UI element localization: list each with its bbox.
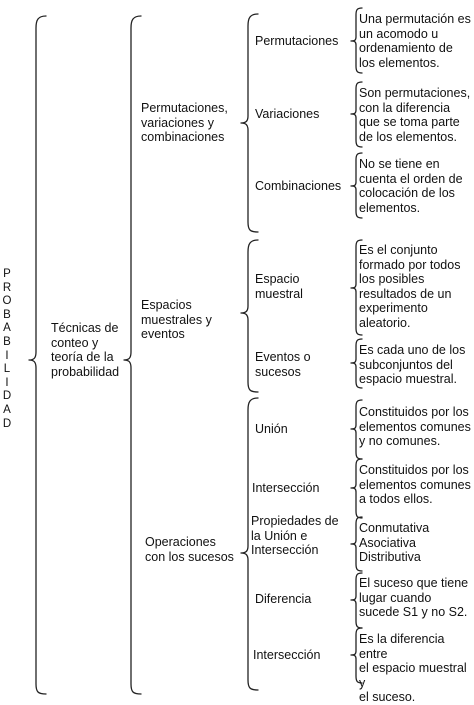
- item-label-propiedades: Propiedades de la Unión e Intersección: [251, 514, 339, 558]
- diagram-title: P R O B A B I L I D A D: [2, 268, 12, 430]
- item-label-variaciones: Variaciones: [255, 107, 320, 121]
- desc-espacio-muestral: Es el conjunto formado por todos los posibles resultados de un experimento aleatorio.: [359, 243, 461, 330]
- group-label-permutaciones: Permutaciones, variaciones y combinaciones: [141, 101, 228, 145]
- desc-interseccion-1: Constituidos por los elementos comunes a todos ellos.: [359, 463, 471, 507]
- title-bracket: [29, 16, 46, 694]
- desc-propiedades: Conmutativa Asociativa Distributiva: [359, 521, 430, 565]
- group-label-operaciones: Operaciones con los sucesos: [145, 535, 234, 564]
- item-label-union: Unión: [255, 422, 288, 436]
- item-label-diferencia: Diferencia: [255, 592, 312, 606]
- desc-interseccion-2: Es la diferencia entre el espacio muestral y el suceso.: [359, 632, 467, 705]
- level1-label: Técnicas de conteo y teoría de la probabilidad: [51, 321, 120, 379]
- desc-combinaciones: No se tiene en cuenta el orden de colocación de los elementos.: [359, 157, 463, 215]
- item-label-permutaciones: Permutaciones: [255, 34, 339, 48]
- item-label-interseccion-2: Intersección: [253, 648, 321, 662]
- desc-union: Constituidos por los elementos comunes y no comunes.: [359, 405, 471, 449]
- desc-variaciones: Son permutaciones, con la diferencia que se toma parte de los elementos.: [359, 86, 471, 144]
- item-label-espacio-muestral: Espacio muestral: [255, 272, 303, 301]
- desc-diferencia: El suceso que tiene lugar cuando sucede S1 y no S2.: [359, 576, 469, 620]
- desc-eventos: Es cada uno de los subconjuntos del espacio muestral.: [359, 343, 466, 387]
- level1-bracket: [124, 16, 141, 694]
- item-label-combinaciones: Combinaciones: [255, 179, 342, 193]
- desc-permutaciones: Una permutación es un acomodo u ordenamiento de los elementos.: [359, 12, 471, 70]
- item-label-interseccion-1: Intersección: [252, 481, 320, 495]
- group-label-espacios: Espacios muestrales y eventos: [141, 298, 212, 342]
- item-label-eventos: Eventos o sucesos: [255, 350, 311, 379]
